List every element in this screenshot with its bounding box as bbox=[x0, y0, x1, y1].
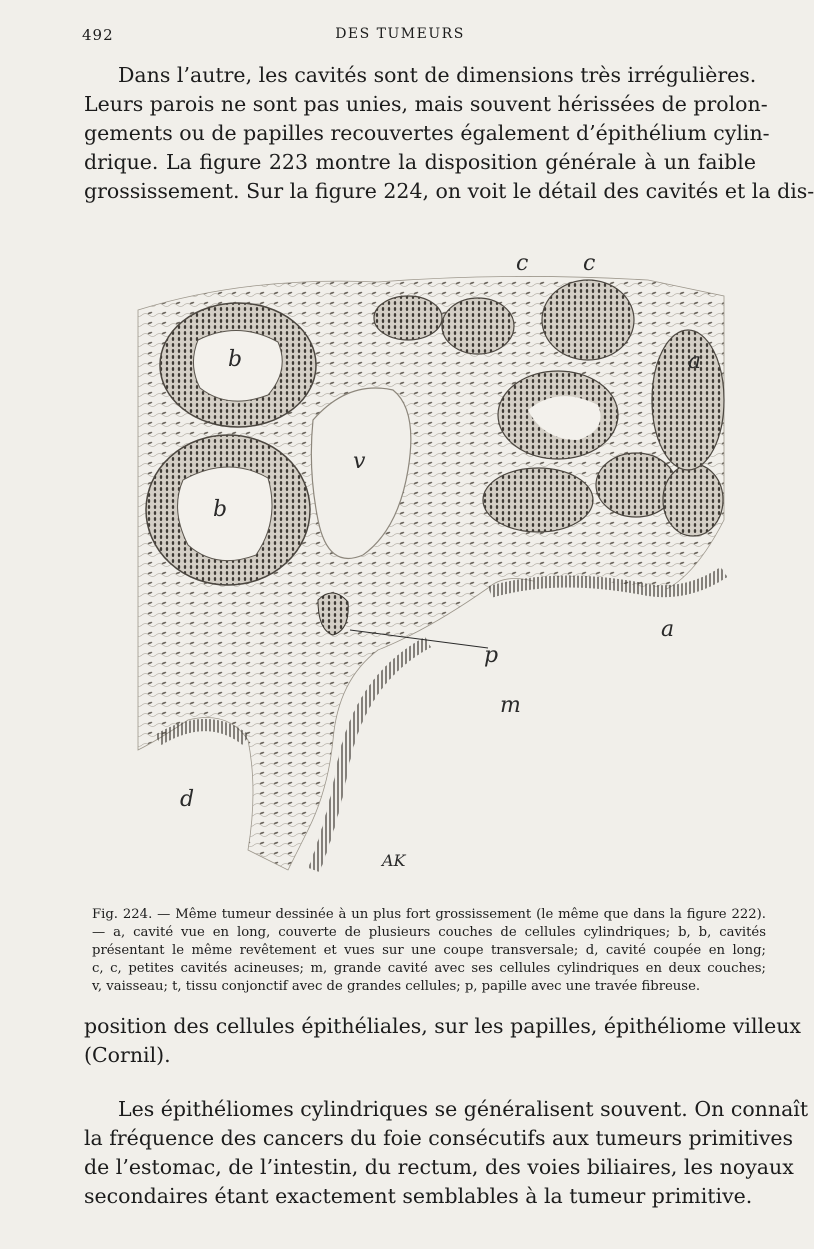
caption-line: Fig. 224. — Même tumeur dessinée à un plus fort grossissement (le même que dans la figure 222). bbox=[92, 907, 766, 922]
label-a2: a bbox=[661, 617, 675, 642]
label-v: v bbox=[353, 449, 366, 474]
caption-line: c, c, petites cavités acineuses; m, grande cavité avec ses cellules cylindriques en deux couches; bbox=[92, 961, 766, 976]
label-b1: b bbox=[228, 347, 243, 372]
text-line: Leurs parois ne sont pas unies, mais souvent hérissées de prolon- bbox=[84, 92, 768, 116]
caption-line: v, vaisseau; t, tissu conjonctif avec de grandes cellules; p, papille avec une travée fibreuse. bbox=[92, 979, 701, 994]
cavity-b-lower bbox=[146, 435, 310, 585]
text-line: position des cellules épithéliales, sur les papilles, épithéliome villeux bbox=[84, 1014, 801, 1038]
paragraph-bottom bbox=[84, 1095, 809, 1211]
label-b2: b bbox=[213, 497, 228, 522]
text-line: la fréquence des cancers du foie consécutifs aux tumeurs primitives bbox=[84, 1126, 794, 1150]
text-line: secondaires étant exactement semblables à la tumeur primitive. bbox=[84, 1184, 753, 1208]
text-line: de l’estomac, de l’intestin, du rectum, des voies biliaires, les noyaux bbox=[84, 1155, 794, 1179]
paragraph-middle bbox=[84, 1012, 801, 1070]
artist-signature: AK bbox=[382, 851, 406, 870]
label-a1: a bbox=[688, 349, 702, 374]
histology-figure bbox=[128, 251, 728, 890]
text-line: Dans l’autre, les cavités sont de dimensions très irrégulières. bbox=[118, 63, 757, 87]
label-d: d bbox=[180, 787, 195, 812]
page-header bbox=[0, 26, 800, 50]
text-line: grossissement. Sur la figure 224, on voit le détail des cavités et la dis- bbox=[84, 179, 814, 203]
caption-line: — a, cavité vue en long, couverte de plusieurs couches de cellules cylindriques; b, b, cavités bbox=[92, 925, 766, 940]
running-title: DES TUMEURS bbox=[335, 26, 465, 42]
text-line: (Cornil). bbox=[84, 1043, 171, 1067]
label-p: p bbox=[484, 643, 499, 668]
label-c2: c bbox=[583, 251, 596, 276]
caption-line: présentant le même revêtement et vues sur une coupe transversale; d, cavité coupée en long; bbox=[92, 943, 766, 958]
page-number: 492 bbox=[82, 26, 114, 44]
text-line: drique. La figure 223 montre la disposition générale à un faible bbox=[84, 150, 756, 174]
histology-illustration bbox=[128, 251, 728, 890]
epithelium-border-d2 bbox=[158, 725, 246, 740]
paragraph-top bbox=[84, 61, 814, 206]
text-line: Les épithéliomes cylindriques se généralisent souvent. On connaît bbox=[118, 1097, 809, 1121]
label-m: m bbox=[500, 693, 521, 718]
figure-caption bbox=[92, 906, 766, 996]
label-c1: c bbox=[516, 251, 529, 276]
text-line: gements ou de papilles recouvertes également d’épithélium cylin- bbox=[84, 121, 770, 145]
